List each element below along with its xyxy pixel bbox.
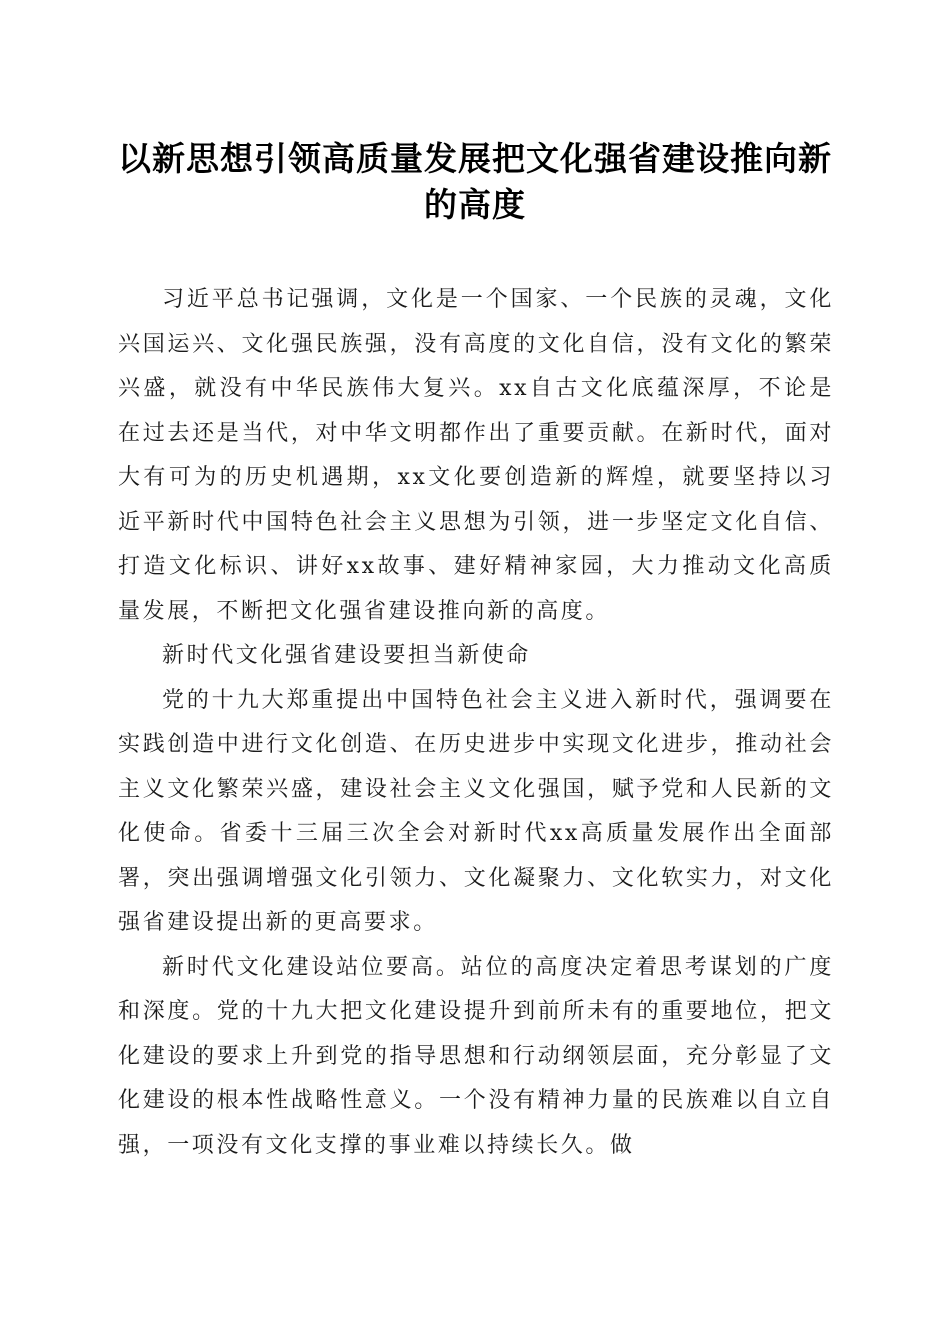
section-heading: 新时代文化强省建设要担当新使命 [162,643,532,668]
paragraph-intro: 习近平总书记强调，文化是一个国家、一个民族的灵魂，文化兴国运兴、文化强民族强，没有高度的文化自信，没有文化的繁荣兴盛，就没有中华民族伟大复兴。xx自古文化底蕴深厚，不论是在过去还是当代，对中华文明都作出了重要贡献。在新时代，面对大有可为的历史机遇期，xx文化要创造新的辉煌，就要坚持以习近平新时代中国特色社会主义思想为引领，进一步坚定文化自信、打造文化标识、讲好xx故事、建好精神家园，大力推动文化高质量发展，不断把文化强省建设推向新的高度。 [118,287,834,624]
document-title: 以新思想引领高质量发展把文化强省建设推向新的高度 [118,139,832,224]
paragraph-mission: 党的十九大郑重提出中国特色社会主义进入新时代，强调要在实践创造中进行文化创造、在历史进步中实现文化进步，推动社会主义文化繁荣兴盛，建设社会主义文化强国，赋予党和人民新的文化使命。省委十三届三次全会对新时代xx高质量发展作出全面部署，突出强调增强文化引领力、文化凝聚力、文化软实力，对文化强省建设提出新的更高要求。 [118,687,834,935]
document-body [118,278,834,1168]
paragraph-standpoint: 新时代文化建设站位要高。站位的高度决定着思考谋划的广度和深度。党的十九大把文化建设提升到前所未有的重要地位，把文化建设的要求上升到党的指导思想和行动纲领层面，充分彰显了文化建设的根本性战略性意义。一个没有精神力量的民族难以自立自强，一项没有文化支撑的事业难以持续长久。做 [118,954,834,1158]
